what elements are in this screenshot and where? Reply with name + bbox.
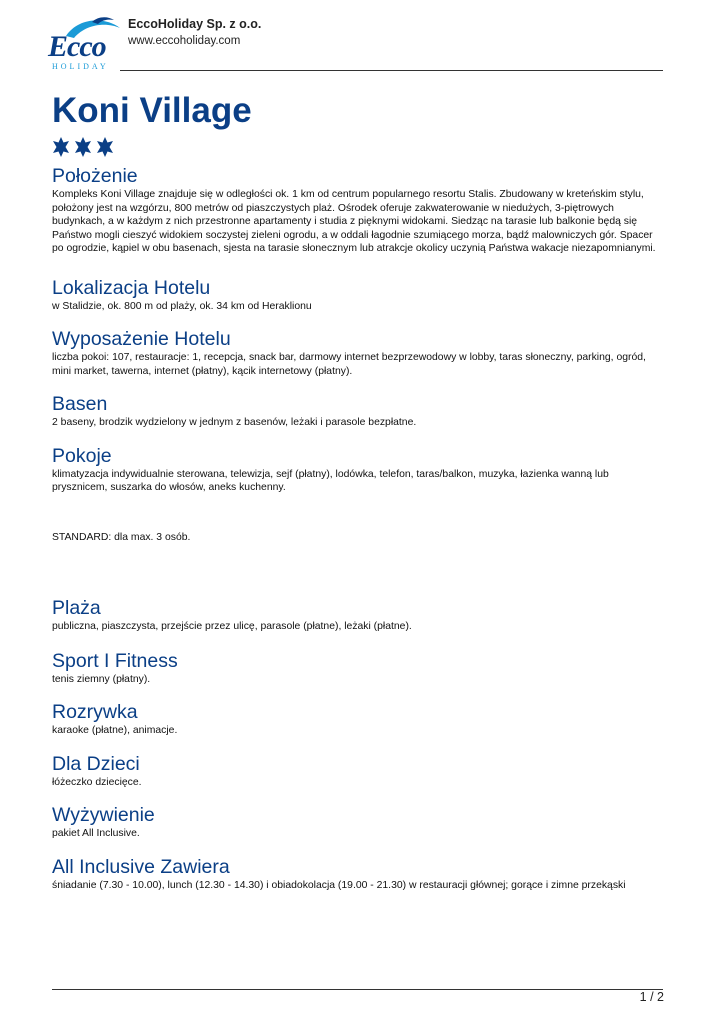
section-text: w Stalidzie, ok. 800 m od plaży, ok. 34 km od Heraklionu [52, 300, 312, 312]
section-heading: Pokoje [52, 444, 112, 467]
section-text: Kompleks Koni Village znajduje się w odległości ok. 1 km od centrum popularnego resortu Stalis. Zbudowany w kreteńskim stylu, położony jest na wzgórzu, 800 metrów od piaszczystych plaż. Ośrodek oferuje zakwaterowanie w niedużych, 3-piętrowych budynkach, a w każdym z nich przestronne apartamenty i studia z pięknymi widokami. Siedząc na tarasie lub balkonie będą się Państwo mogli cieszyć widokiem soczystej zieleni ogrodu, a w oddali łagodnie szumiącego morza, bądź malowniczych gór. Spacer po ogrodzie, kąpiel w obu basenach, sjesta na tarasie słonecznym lub atrakcje okolicy uczynią Państwa wakacje niezapomnianymi. [52, 189, 656, 254]
section-text: pakiet All Inclusive. [52, 828, 140, 839]
section-heading: Rozrywka [52, 701, 138, 723]
section-pokoje [52, 444, 664, 545]
section-all-inclusive [52, 855, 664, 893]
section-heading: Plaża [52, 597, 101, 619]
ecco-holiday-logo [48, 14, 123, 70]
section-heading: Basen [52, 393, 108, 415]
section-text: śniadanie (7.30 - 10.00), lunch (12.30 - 14.30) i obiadokolacja (19.00 - 21.30) w restauracji głównej; gorące i zimne przekąski [52, 879, 626, 891]
section-heading: Lokalizacja Hotelu [52, 276, 211, 299]
section-text: tenis ziemny (płatny). [52, 673, 151, 685]
section-heading: Wyżywienie [52, 804, 155, 826]
star-icon [53, 137, 69, 157]
company-website[interactable]: www.eccoholiday.com [128, 35, 241, 47]
company-name: EccoHoliday Sp. z o.o. [128, 17, 262, 31]
section-polozenie [52, 164, 664, 256]
section-text: klimatyzacja indywidualnie sterowana, telewizja, sejf (płatny), lodówka, telefon, taras/balkon, muzyka, łazienka wanną lub prysznicem, suszarka do włosów, aneks kuchenny. [52, 468, 609, 493]
section-lokalizacja [52, 276, 664, 314]
section-heading: Sport I Fitness [52, 649, 178, 672]
section-wyposazenie [52, 327, 664, 378]
star-icon [97, 137, 113, 157]
logo-subtext: HOLIDAY [52, 62, 109, 71]
section-sport [52, 649, 664, 687]
section-heading: Dla Dzieci [52, 752, 140, 775]
section-text: liczba pokoi: 107, restauracje: 1, recepcja, snack bar, darmowy internet bezprzewodowy w lobby, taras słoneczny, parking, ogród, mini market, tawerna, internet (płatny), kącik internetowy (płatny). [52, 352, 646, 377]
section-dla-dzieci [52, 752, 664, 790]
section-text: 2 baseny, brodzik wydzielony w jednym z basenów, leżaki i parasole bezpłatne. [52, 417, 417, 428]
star-icon [75, 137, 91, 157]
section-basen [52, 392, 664, 430]
hotel-title: Koni Village [52, 91, 252, 130]
logo-wordmark: Ecco [48, 30, 106, 63]
page-number: 1 / 2 [639, 990, 664, 1004]
section-text: łóżeczko dziecięce. [52, 776, 142, 788]
content [52, 164, 664, 892]
page-header [48, 12, 663, 72]
footer-divider [52, 989, 663, 990]
section-rozrywka [52, 700, 664, 738]
section-wyzywienie [52, 803, 664, 841]
section-text: publiczna, piaszczysta, przejście przez ulicę, parasole (płatne), leżaki (płatne). [52, 621, 412, 632]
header-divider [120, 70, 663, 71]
section-heading: Położenie [52, 165, 138, 187]
section-plaza [52, 596, 664, 634]
section-heading: All Inclusive Zawiera [52, 855, 230, 878]
star-rating [51, 135, 115, 159]
section-text: karaoke (płatne), animacje. [52, 725, 178, 736]
room-type-note: STANDARD: dla max. 3 osób. [52, 531, 191, 543]
section-heading: Wyposażenie Hotelu [52, 328, 231, 350]
